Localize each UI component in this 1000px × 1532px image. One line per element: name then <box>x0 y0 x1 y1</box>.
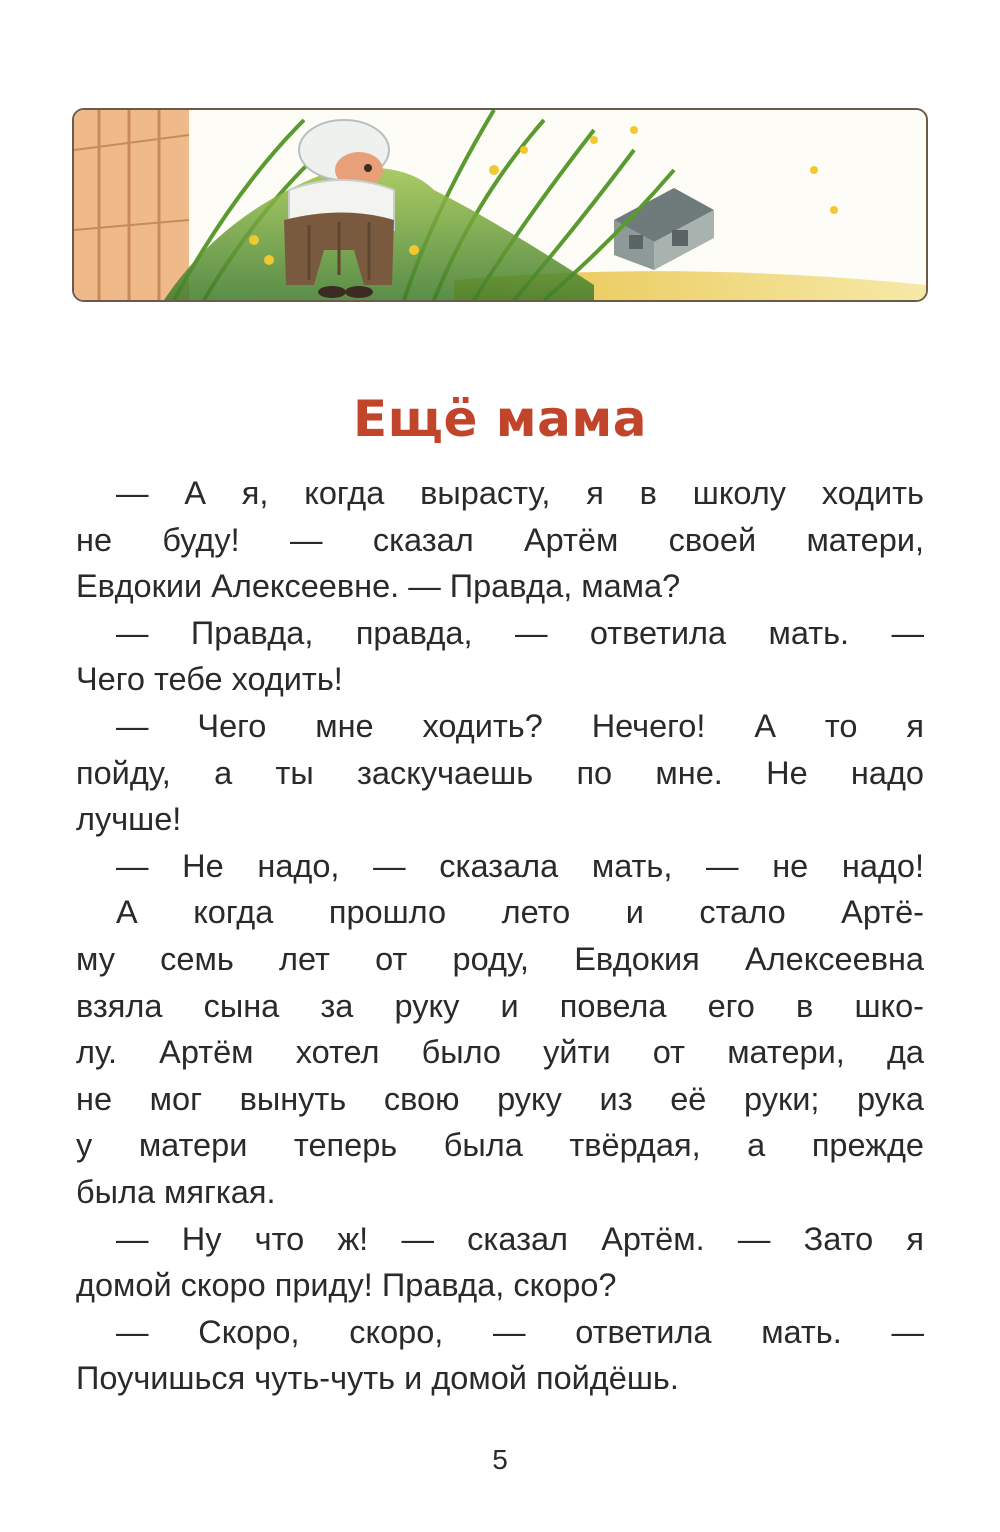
text-line: лу. Артём хотел было уйти от матери, да <box>76 1034 924 1071</box>
text-line: не мог вынуть свою руку из её руки; рука <box>76 1080 924 1117</box>
sitting-boy <box>284 120 394 298</box>
text-line: взяла сына за руку и повела его в шко- <box>76 987 924 1024</box>
text-line: — Чего мне ходить? Нечего! А то я <box>116 707 924 744</box>
text-line: Поучишься чуть-чуть и домой пойдёшь. <box>76 1360 679 1397</box>
header-illustration <box>72 108 928 302</box>
text-line: не буду! — сказал Артём своей матери, <box>76 521 924 558</box>
text-line: А когда прошло лето и стало Артё- <box>116 894 924 931</box>
fence-boards <box>74 110 189 300</box>
illustration-image <box>74 110 926 300</box>
chapter-title: Ещё мама <box>353 389 647 448</box>
text-line: Чего тебе ходить! <box>76 661 343 698</box>
story-text <box>76 470 924 1402</box>
text-line: — Скоро, скоро, — ответила мать. — <box>116 1313 924 1350</box>
text-line: Евдокии Алексеевне. — Правда, мама? <box>76 568 681 605</box>
text-line: — Не надо, — сказала мать, — не надо! <box>116 847 924 884</box>
text-line: — А я, когда вырасту, я в школу ходить <box>116 475 924 511</box>
paragraph <box>76 1309 924 1402</box>
text-line: — Правда, правда, — ответила мать. — <box>116 614 924 651</box>
text-line: домой скоро приду! Правда, скоро? <box>76 1267 617 1304</box>
text-line: — Ну что ж! — сказал Артём. — Зато я <box>116 1220 924 1257</box>
text-line: была мягкая. <box>76 1173 276 1210</box>
paragraph <box>76 843 924 890</box>
paragraph <box>76 610 924 703</box>
text-line: пойду, а ты заскучаешь по мне. Не надо <box>76 754 924 791</box>
text-line: у матери теперь была твёрдая, а прежде <box>76 1127 924 1164</box>
text-line: лучше! <box>76 801 182 838</box>
paragraph <box>76 470 924 610</box>
paragraph <box>76 703 924 843</box>
paragraph <box>76 889 924 1215</box>
page-number: 5 <box>492 1444 508 1475</box>
text-line: му семь лет от роду, Евдокия Алексеевна <box>76 940 924 977</box>
paragraph <box>76 1216 924 1309</box>
